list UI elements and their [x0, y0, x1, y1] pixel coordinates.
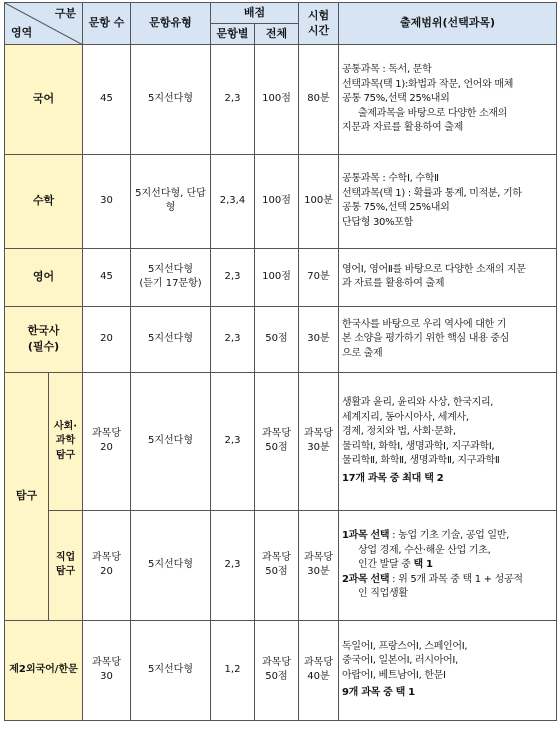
scope-line: 지문과 자료를 활용하여 출제	[342, 122, 463, 134]
korean-total: 100점	[255, 44, 299, 154]
area-history: 한국사	[27, 324, 60, 338]
korean-type: 5지선다형	[131, 44, 211, 154]
korean-scope	[339, 44, 557, 154]
scope-line: 물리학Ⅰ, 화학Ⅰ, 생명과학Ⅰ, 지구과학Ⅰ,	[342, 440, 495, 452]
area-math: 수학	[5, 154, 83, 248]
math-num: 30	[83, 154, 131, 248]
english-num: 45	[83, 248, 131, 306]
foreign-scope	[339, 620, 557, 720]
math-per-item: 2,3,4	[211, 154, 255, 248]
vocational-total: 과목당 50점	[255, 510, 299, 620]
area-korean: 국어	[5, 44, 83, 154]
row-korean	[5, 44, 557, 154]
area-history-cell	[5, 306, 83, 372]
header-points-total: 전체	[255, 23, 299, 44]
english-time: 70분	[299, 248, 339, 306]
scope-line: 선택과목(택 1) : 확률과 통계, 미적분, 기하	[342, 187, 522, 199]
area-english: 영어	[5, 248, 83, 306]
english-type-note: (듣기 17문항)	[139, 278, 202, 290]
scope-line: 독일어Ⅰ, 프랑스어Ⅰ, 스페인어Ⅰ,	[342, 640, 468, 652]
exam-structure-table	[4, 2, 557, 721]
row-foreign	[5, 620, 557, 720]
foreign-total: 과목당 50점	[255, 620, 299, 720]
row-inquiry-vocational	[5, 510, 557, 620]
header-area: 영역	[11, 25, 33, 39]
scope-line: 아랍어Ⅰ, 베트남어Ⅰ, 한문Ⅰ	[342, 669, 446, 681]
social-type: 5지선다형	[131, 372, 211, 510]
scope-line: 공통 75%,선택 25%내외	[342, 93, 450, 105]
scope-bold: 택 1	[413, 559, 433, 571]
vocational-scope	[339, 510, 557, 620]
area-foreign: 제2외국어/한문	[5, 620, 83, 720]
scope-line	[342, 529, 553, 544]
scope-line: 인 직업생활	[358, 588, 408, 600]
scope-line: 세계지리, 동아시아사, 세계사,	[342, 411, 469, 423]
scope-text: 인간 발달 중	[358, 559, 414, 571]
scope-line: 으로 출제	[342, 347, 383, 359]
social-time: 과목당 30분	[299, 372, 339, 510]
scope-text: : 위 5개 과목 중 택 1 + 성공적	[389, 573, 523, 585]
scope-line	[342, 558, 553, 573]
inquiry-sub-social-science: 사회·과학 탐구	[49, 372, 83, 510]
korean-time: 80분	[299, 44, 339, 154]
exam-table-container	[4, 2, 557, 721]
vocational-num: 과목당 20	[83, 510, 131, 620]
scope-summary: 9개 과목 중 택 1	[342, 687, 415, 699]
math-scope	[339, 154, 557, 248]
social-total: 과목당 50점	[255, 372, 299, 510]
header-points-per-item: 문항별	[211, 23, 255, 44]
english-scope	[339, 248, 557, 306]
vocational-time: 과목당 30분	[299, 510, 339, 620]
header-scope: 출제범위(선택과목)	[339, 3, 557, 45]
scope-bold: 1과목 선택	[342, 530, 390, 542]
english-type: 5지선다형	[147, 263, 193, 275]
history-per-item: 2,3	[211, 306, 255, 372]
inquiry-sub-vocational: 직업 탐구	[49, 510, 83, 620]
history-num: 20	[83, 306, 131, 372]
social-per-item: 2,3	[211, 372, 255, 510]
math-type: 5지선다형, 단답형	[131, 154, 211, 248]
vocational-type: 5지선다형	[131, 510, 211, 620]
scope-line: 본 소양을 평가하기 위한 핵심 내용 중심	[342, 333, 510, 345]
scope-line: 중국어Ⅰ, 일본어Ⅰ, 러시아어Ⅰ,	[342, 655, 458, 667]
foreign-num: 과목당 30	[83, 620, 131, 720]
english-per-item: 2,3	[211, 248, 255, 306]
row-history	[5, 306, 557, 372]
foreign-type: 5지선다형	[131, 620, 211, 720]
math-total: 100점	[255, 154, 299, 248]
scope-line: 단답형 30%포함	[342, 216, 414, 228]
scope-line: 과 자료를 활용하여 출제	[342, 278, 445, 290]
area-history-note: (필수)	[27, 340, 60, 354]
header-division-area	[5, 3, 83, 45]
english-total: 100점	[255, 248, 299, 306]
scope-line: 영어Ⅰ, 영어Ⅱ를 바탕으로 다양한 소재의 지문	[342, 263, 526, 275]
scope-line: 한국사를 바탕으로 우리 역사에 대한 기	[342, 318, 507, 330]
scope-line: 공통 75%,선택 25%내외	[342, 202, 450, 214]
area-inquiry: 탐구	[5, 372, 49, 620]
row-inquiry-social-science	[5, 372, 557, 510]
scope-line: 출제과목을 바탕으로 다양한 소재의	[358, 107, 508, 119]
row-english	[5, 248, 557, 306]
history-scope	[339, 306, 557, 372]
scope-summary: 17개 과목 중 최대 택 2	[342, 472, 444, 484]
foreign-per-item: 1,2	[211, 620, 255, 720]
scope-text: : 농업 기초 기술, 공업 일반,	[389, 530, 509, 542]
scope-line: 상업 경제, 수산·해운 산업 기초,	[358, 544, 491, 556]
header-division: 구분	[54, 7, 76, 20]
header-question-type: 문항유형	[131, 3, 211, 45]
scope-line: 생활과 윤리, 윤리와 사상, 한국지리,	[342, 397, 494, 409]
scope-line: 선택과목(택 1):화법과 작문, 언어와 매체	[342, 78, 514, 90]
row-math	[5, 154, 557, 248]
foreign-time: 과목당 40분	[299, 620, 339, 720]
scope-line: 공통과목 : 독서, 문학	[342, 64, 432, 76]
scope-line: 물리학Ⅱ, 화학Ⅱ, 생명과학Ⅱ, 지구과학Ⅱ	[342, 455, 500, 467]
korean-num: 45	[83, 44, 131, 154]
social-num: 과목당 20	[83, 372, 131, 510]
scope-line: 경제, 정치와 법, 사회·문화,	[342, 426, 456, 438]
vocational-per-item: 2,3	[211, 510, 255, 620]
history-time: 30분	[299, 306, 339, 372]
korean-per-item: 2,3	[211, 44, 255, 154]
math-time: 100분	[299, 154, 339, 248]
history-total: 50점	[255, 306, 299, 372]
header-points: 배점	[211, 3, 299, 24]
scope-line: 공통과목 : 수학Ⅰ, 수학Ⅱ	[342, 173, 439, 185]
scope-line	[342, 573, 553, 588]
history-type: 5지선다형	[131, 306, 211, 372]
header-num-questions: 문항 수	[83, 3, 131, 45]
english-type-cell	[131, 248, 211, 306]
social-scope	[339, 372, 557, 510]
header-exam-time: 시험 시간	[299, 3, 339, 45]
scope-bold: 2과목 선택	[342, 573, 390, 585]
